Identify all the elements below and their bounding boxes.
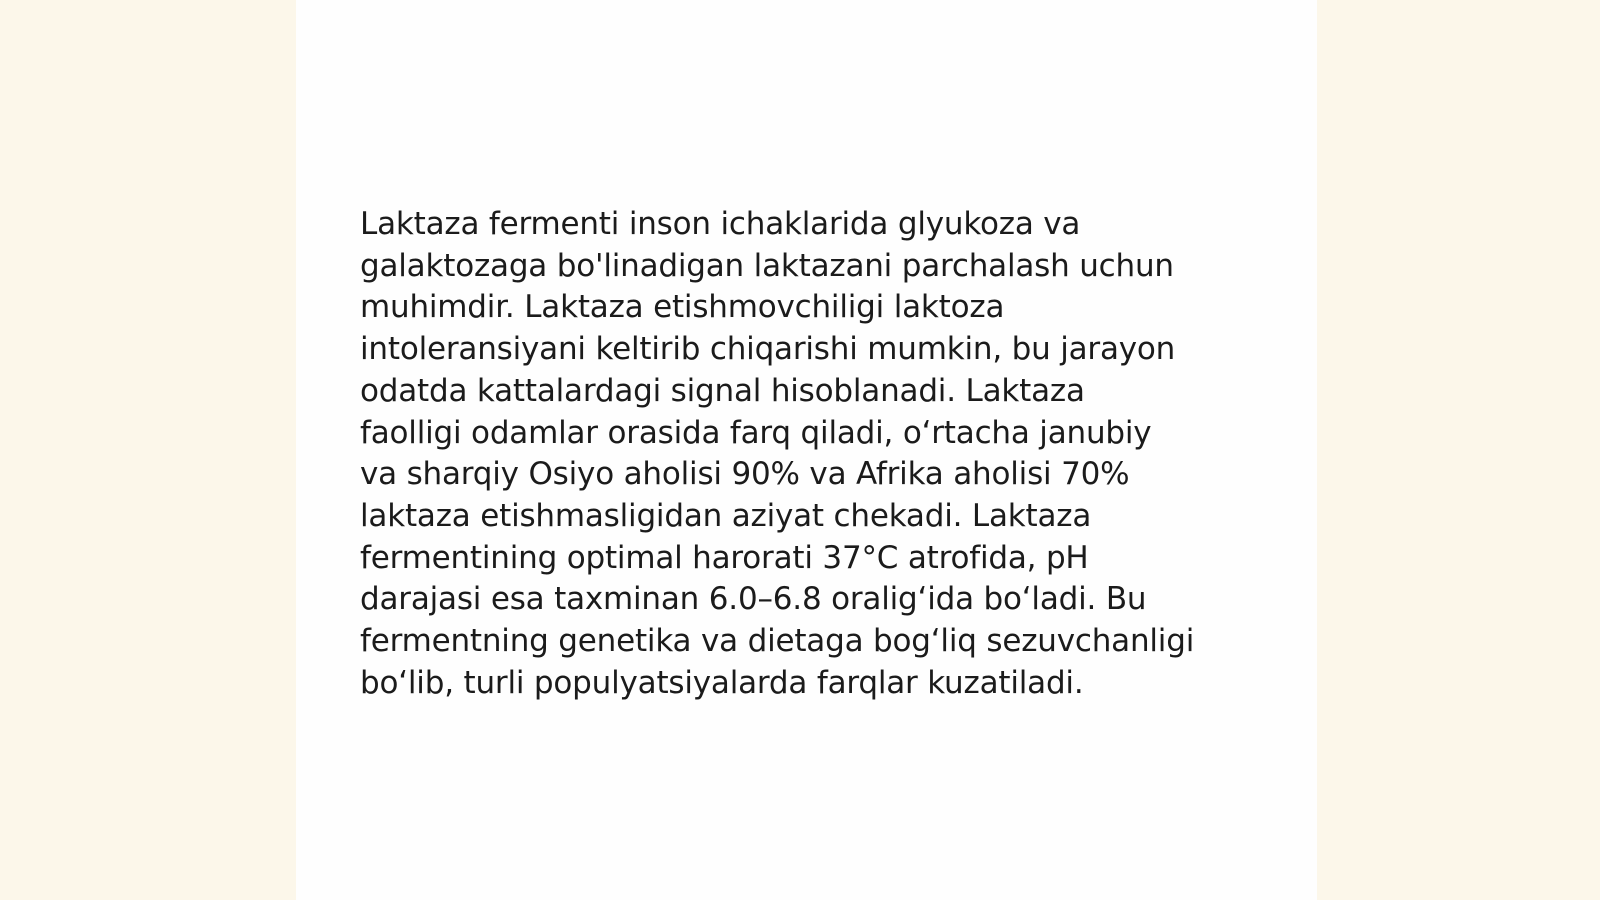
left-margin-background — [0, 0, 296, 900]
slide-panel — [296, 0, 1317, 900]
right-margin-background — [1317, 0, 1600, 900]
slide-paragraph: Laktaza fermenti inson ichaklarida glyukoza va galaktozaga bo'linadigan laktazani parchalash uchun muhimdir. Laktaza etishmovchiligi laktoza intoleransiyani keltirib chiqarishi mumkin, bu jarayon odatda kattalardagi signal hisoblanadi. Laktaza faolligi odamlar orasida farq qiladi, o‘rtacha janubiy va sharqiy Osiyo aholisi 90% va Afrika aholisi 70% laktaza etishmasligidan aziyat chekadi. Laktaza fermentining optimal harorati 37°C atrofida, pH darajasi esa taxminan 6.0–6.8 oralig‘ida bo‘ladi. Bu fermentning genetika va dietaga bog‘liq sezuvchanligi bo‘lib, turli populyatsiyalarda farqlar kuzatiladi. — [360, 206, 1195, 701]
